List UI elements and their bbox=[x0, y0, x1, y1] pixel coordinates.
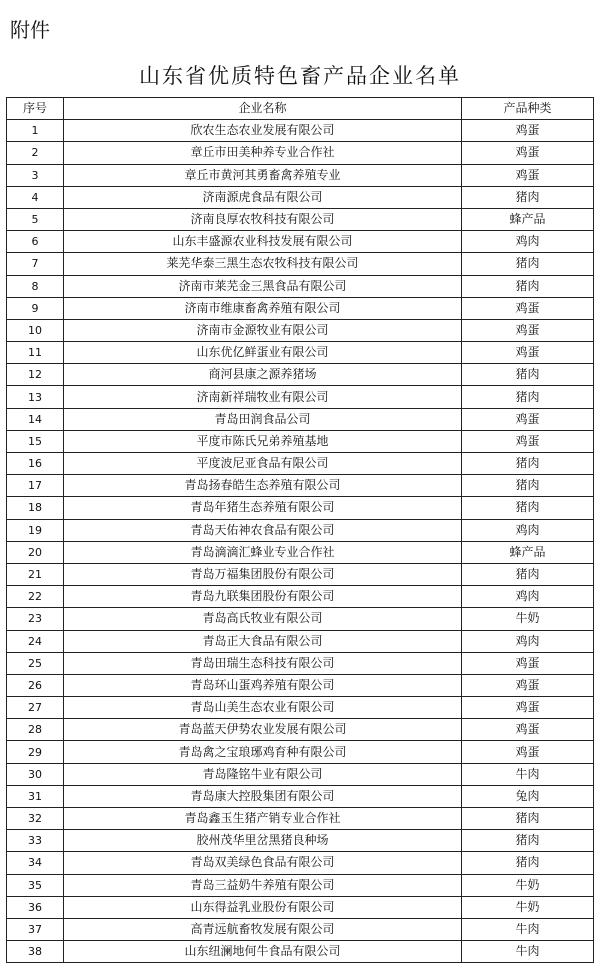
header-enterprise-name: 企业名称 bbox=[64, 98, 462, 120]
table-row bbox=[7, 941, 594, 963]
row-serial-number: 37 bbox=[7, 918, 64, 940]
table-row bbox=[7, 830, 594, 852]
row-enterprise-name: 济南新祥瑞牧业有限公司 bbox=[64, 386, 462, 408]
header-product-type: 产品种类 bbox=[462, 98, 594, 120]
row-serial-number: 27 bbox=[7, 697, 64, 719]
row-serial-number: 29 bbox=[7, 741, 64, 763]
table-row bbox=[7, 453, 594, 475]
row-product-type: 猪肉 bbox=[462, 253, 594, 275]
row-serial-number: 31 bbox=[7, 785, 64, 807]
row-enterprise-name: 山东丰盛源农业科技发展有限公司 bbox=[64, 231, 462, 253]
row-serial-number: 1 bbox=[7, 120, 64, 142]
table-row bbox=[7, 630, 594, 652]
row-serial-number: 17 bbox=[7, 475, 64, 497]
row-product-type: 牛肉 bbox=[462, 918, 594, 940]
table-row bbox=[7, 586, 594, 608]
row-product-type: 猪肉 bbox=[462, 364, 594, 386]
row-enterprise-name: 山东优亿鲜蛋业有限公司 bbox=[64, 342, 462, 364]
row-product-type: 兔肉 bbox=[462, 785, 594, 807]
row-serial-number: 38 bbox=[7, 941, 64, 963]
table-row bbox=[7, 874, 594, 896]
row-serial-number: 4 bbox=[7, 186, 64, 208]
row-serial-number: 20 bbox=[7, 541, 64, 563]
row-product-type: 鸡蛋 bbox=[462, 430, 594, 452]
row-serial-number: 22 bbox=[7, 586, 64, 608]
row-enterprise-name: 青岛田润食品公司 bbox=[64, 408, 462, 430]
table-row bbox=[7, 608, 594, 630]
row-product-type: 牛奶 bbox=[462, 896, 594, 918]
row-enterprise-name: 济南市维康畜禽养殖有限公司 bbox=[64, 297, 462, 319]
row-serial-number: 2 bbox=[7, 142, 64, 164]
table-row bbox=[7, 497, 594, 519]
row-enterprise-name: 青岛环山蛋鸡养殖有限公司 bbox=[64, 674, 462, 696]
table-row bbox=[7, 275, 594, 297]
row-enterprise-name: 山东得益乳业股份有限公司 bbox=[64, 896, 462, 918]
table-row bbox=[7, 386, 594, 408]
row-product-type: 猪肉 bbox=[462, 497, 594, 519]
row-serial-number: 26 bbox=[7, 674, 64, 696]
table-row bbox=[7, 342, 594, 364]
table-row bbox=[7, 430, 594, 452]
row-product-type: 猪肉 bbox=[462, 186, 594, 208]
row-enterprise-name: 青岛山美生态农业有限公司 bbox=[64, 697, 462, 719]
row-enterprise-name: 青岛鑫玉生猪产销专业合作社 bbox=[64, 808, 462, 830]
row-enterprise-name: 青岛万福集团股份有限公司 bbox=[64, 563, 462, 585]
row-product-type: 鸡蛋 bbox=[462, 408, 594, 430]
table-header-row bbox=[7, 98, 594, 120]
row-enterprise-name: 青岛九联集团股份有限公司 bbox=[64, 586, 462, 608]
table-row bbox=[7, 142, 594, 164]
row-product-type: 牛奶 bbox=[462, 608, 594, 630]
row-enterprise-name: 青岛田瑞生态科技有限公司 bbox=[64, 652, 462, 674]
enterprise-table bbox=[6, 97, 594, 963]
table-row bbox=[7, 785, 594, 807]
row-product-type: 鸡蛋 bbox=[462, 319, 594, 341]
row-enterprise-name: 青岛三益奶牛养殖有限公司 bbox=[64, 874, 462, 896]
row-enterprise-name: 济南良厚农牧科技有限公司 bbox=[64, 208, 462, 230]
row-serial-number: 24 bbox=[7, 630, 64, 652]
row-serial-number: 36 bbox=[7, 896, 64, 918]
row-serial-number: 3 bbox=[7, 164, 64, 186]
row-enterprise-name: 青岛双美绿色食品有限公司 bbox=[64, 852, 462, 874]
row-product-type: 牛肉 bbox=[462, 763, 594, 785]
table-row bbox=[7, 519, 594, 541]
row-serial-number: 8 bbox=[7, 275, 64, 297]
row-serial-number: 34 bbox=[7, 852, 64, 874]
table-row bbox=[7, 297, 594, 319]
row-product-type: 鸡蛋 bbox=[462, 120, 594, 142]
row-product-type: 鸡蛋 bbox=[462, 652, 594, 674]
table-row bbox=[7, 852, 594, 874]
row-enterprise-name: 青岛滴滴汇蜂业专业合作社 bbox=[64, 541, 462, 563]
row-product-type: 鸡肉 bbox=[462, 630, 594, 652]
row-enterprise-name: 商河县康之源养猪场 bbox=[64, 364, 462, 386]
table-row bbox=[7, 808, 594, 830]
row-product-type: 牛奶 bbox=[462, 874, 594, 896]
row-serial-number: 9 bbox=[7, 297, 64, 319]
row-product-type: 蜂产品 bbox=[462, 208, 594, 230]
row-enterprise-name: 青岛康大控股集团有限公司 bbox=[64, 785, 462, 807]
row-serial-number: 23 bbox=[7, 608, 64, 630]
row-serial-number: 11 bbox=[7, 342, 64, 364]
row-serial-number: 25 bbox=[7, 652, 64, 674]
row-enterprise-name: 济南源虎食品有限公司 bbox=[64, 186, 462, 208]
row-product-type: 鸡蛋 bbox=[462, 719, 594, 741]
table-row bbox=[7, 719, 594, 741]
table-row bbox=[7, 741, 594, 763]
header-serial-number: 序号 bbox=[7, 98, 64, 120]
row-enterprise-name: 青岛禽之宝琅琊鸡育种有限公司 bbox=[64, 741, 462, 763]
row-serial-number: 32 bbox=[7, 808, 64, 830]
row-serial-number: 12 bbox=[7, 364, 64, 386]
row-enterprise-name: 山东纽澜地何牛食品有限公司 bbox=[64, 941, 462, 963]
table-row bbox=[7, 652, 594, 674]
row-serial-number: 14 bbox=[7, 408, 64, 430]
row-serial-number: 21 bbox=[7, 563, 64, 585]
row-enterprise-name: 青岛扬春皓生态养殖有限公司 bbox=[64, 475, 462, 497]
row-product-type: 猪肉 bbox=[462, 808, 594, 830]
row-enterprise-name: 平度市陈氏兄弟养殖基地 bbox=[64, 430, 462, 452]
row-enterprise-name: 青岛蓝天伊势农业发展有限公司 bbox=[64, 719, 462, 741]
row-serial-number: 33 bbox=[7, 830, 64, 852]
row-serial-number: 16 bbox=[7, 453, 64, 475]
row-enterprise-name: 青岛年猪生态养殖有限公司 bbox=[64, 497, 462, 519]
table-row bbox=[7, 253, 594, 275]
row-enterprise-name: 济南市金源牧业有限公司 bbox=[64, 319, 462, 341]
table-row bbox=[7, 164, 594, 186]
table-row bbox=[7, 319, 594, 341]
row-product-type: 猪肉 bbox=[462, 386, 594, 408]
row-product-type: 鸡蛋 bbox=[462, 164, 594, 186]
table-row bbox=[7, 120, 594, 142]
table-row bbox=[7, 231, 594, 253]
row-product-type: 猪肉 bbox=[462, 852, 594, 874]
table-row bbox=[7, 674, 594, 696]
row-serial-number: 18 bbox=[7, 497, 64, 519]
row-serial-number: 28 bbox=[7, 719, 64, 741]
table-row bbox=[7, 475, 594, 497]
row-serial-number: 10 bbox=[7, 319, 64, 341]
row-product-type: 猪肉 bbox=[462, 453, 594, 475]
table-body bbox=[7, 120, 594, 963]
row-product-type: 鸡蛋 bbox=[462, 697, 594, 719]
row-enterprise-name: 青岛隆铭牛业有限公司 bbox=[64, 763, 462, 785]
row-serial-number: 30 bbox=[7, 763, 64, 785]
table-row bbox=[7, 763, 594, 785]
row-product-type: 鸡蛋 bbox=[462, 297, 594, 319]
row-serial-number: 7 bbox=[7, 253, 64, 275]
table-row bbox=[7, 697, 594, 719]
row-enterprise-name: 莱芜华泰三黑生态农牧科技有限公司 bbox=[64, 253, 462, 275]
row-product-type: 鸡蛋 bbox=[462, 741, 594, 763]
table-row bbox=[7, 541, 594, 563]
row-serial-number: 13 bbox=[7, 386, 64, 408]
row-product-type: 鸡肉 bbox=[462, 586, 594, 608]
row-serial-number: 15 bbox=[7, 430, 64, 452]
row-serial-number: 5 bbox=[7, 208, 64, 230]
table-row bbox=[7, 408, 594, 430]
table-row bbox=[7, 208, 594, 230]
row-product-type: 猪肉 bbox=[462, 475, 594, 497]
row-enterprise-name: 高青远航畜牧发展有限公司 bbox=[64, 918, 462, 940]
row-enterprise-name: 平度波尼亚食品有限公司 bbox=[64, 453, 462, 475]
table-row bbox=[7, 364, 594, 386]
row-product-type: 鸡蛋 bbox=[462, 674, 594, 696]
row-enterprise-name: 青岛正大食品有限公司 bbox=[64, 630, 462, 652]
table-row bbox=[7, 918, 594, 940]
row-enterprise-name: 章丘市黄河其勇畜禽养殖专业 bbox=[64, 164, 462, 186]
row-product-type: 猪肉 bbox=[462, 830, 594, 852]
row-enterprise-name: 胶州茂华里岔黑猪良种场 bbox=[64, 830, 462, 852]
document-title: 山东省优质特色畜产品企业名单 bbox=[139, 64, 461, 88]
row-enterprise-name: 青岛高氏牧业有限公司 bbox=[64, 608, 462, 630]
row-enterprise-name: 济南市莱芜金三黑食品有限公司 bbox=[64, 275, 462, 297]
row-product-type: 鸡蛋 bbox=[462, 342, 594, 364]
row-product-type: 鸡肉 bbox=[462, 231, 594, 253]
row-enterprise-name: 章丘市田美种养专业合作社 bbox=[64, 142, 462, 164]
row-product-type: 猪肉 bbox=[462, 275, 594, 297]
row-serial-number: 19 bbox=[7, 519, 64, 541]
attachment-label: 附件 bbox=[10, 18, 50, 42]
row-product-type: 鸡蛋 bbox=[462, 142, 594, 164]
row-serial-number: 6 bbox=[7, 231, 64, 253]
table-row bbox=[7, 896, 594, 918]
row-serial-number: 35 bbox=[7, 874, 64, 896]
table-row bbox=[7, 563, 594, 585]
row-product-type: 蜂产品 bbox=[462, 541, 594, 563]
row-enterprise-name: 青岛天佑神农食品有限公司 bbox=[64, 519, 462, 541]
row-product-type: 鸡肉 bbox=[462, 519, 594, 541]
row-enterprise-name: 欣农生态农业发展有限公司 bbox=[64, 120, 462, 142]
row-product-type: 猪肉 bbox=[462, 563, 594, 585]
row-product-type: 牛肉 bbox=[462, 941, 594, 963]
table-row bbox=[7, 186, 594, 208]
